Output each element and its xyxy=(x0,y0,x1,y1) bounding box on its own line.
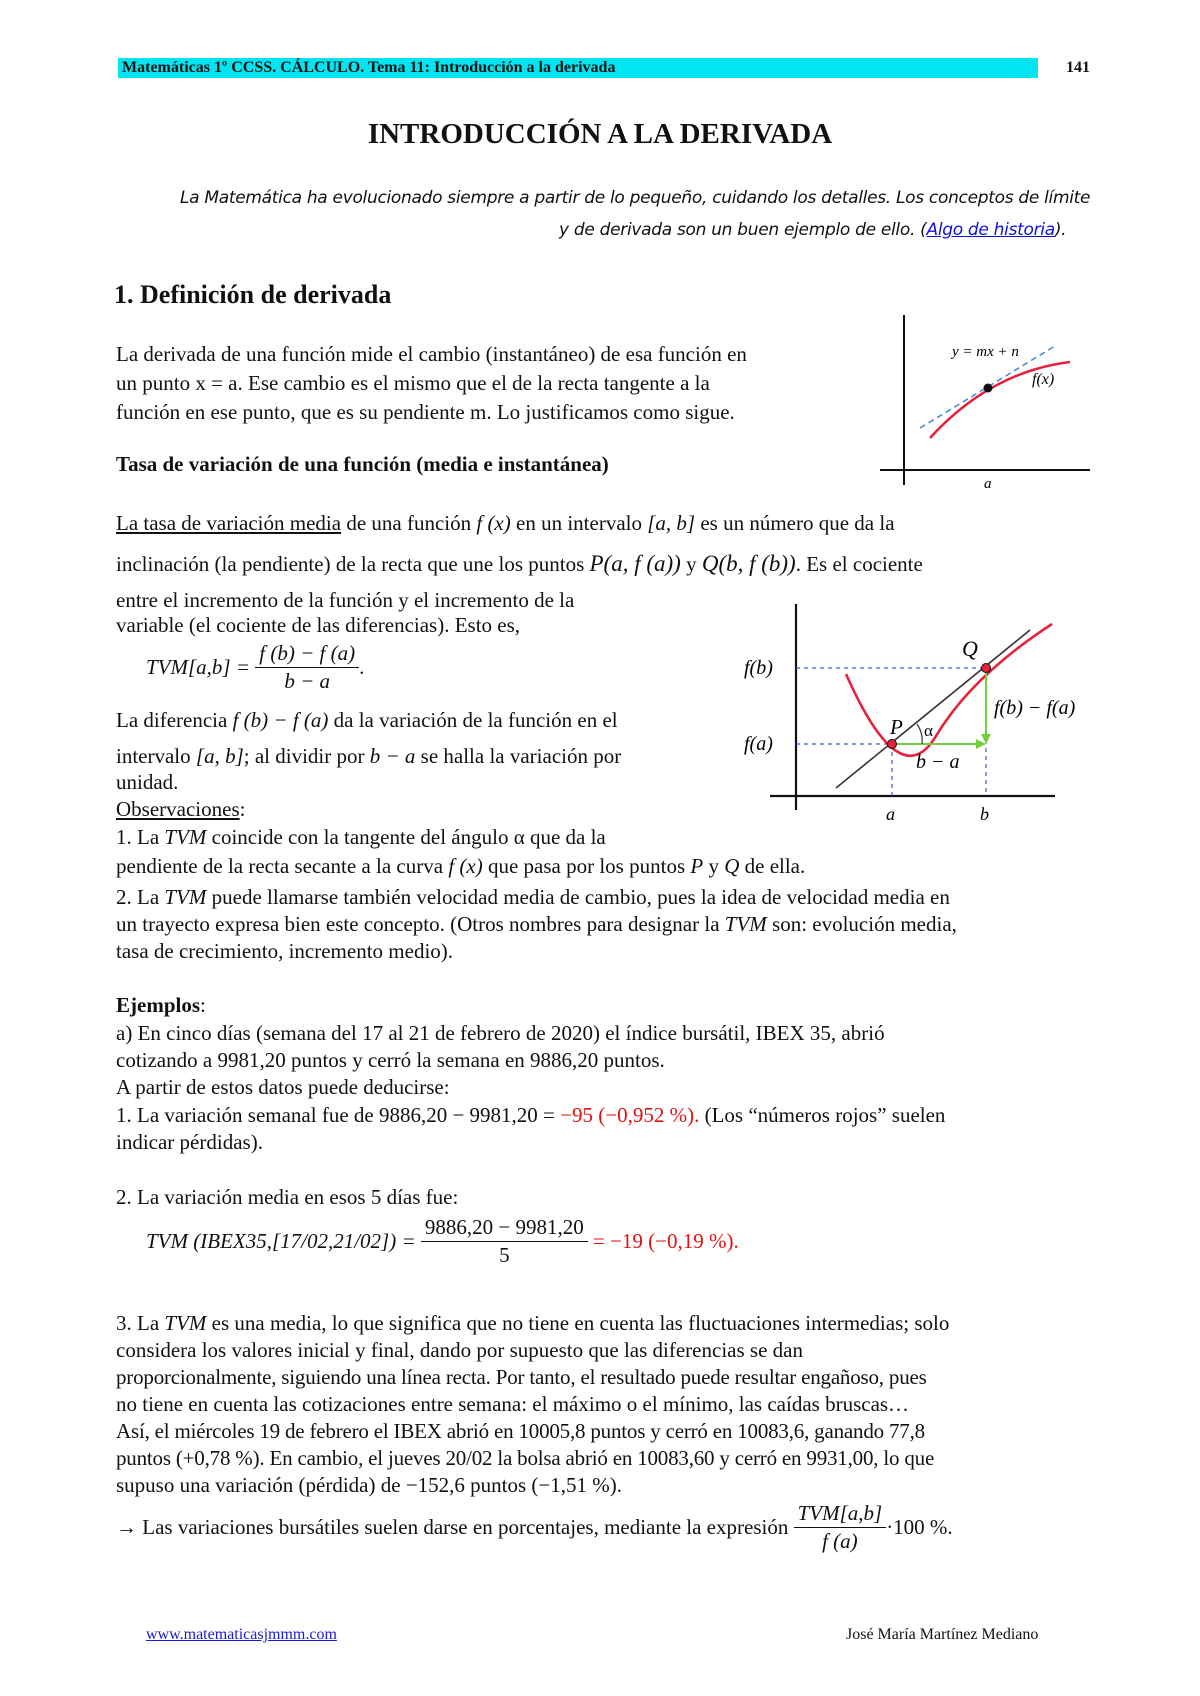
fig2-point-p xyxy=(888,740,897,749)
b-minus-a: b − a xyxy=(369,744,416,768)
text: (Los “números rojos” suelen xyxy=(699,1103,946,1127)
text: y xyxy=(680,552,702,576)
fig2-fa-label: f(a) xyxy=(744,733,773,755)
fig2-curve xyxy=(846,624,1052,756)
fraction-denominator: f (a) xyxy=(822,1529,858,1553)
author-name: José María Martínez Mediano xyxy=(846,1626,1039,1643)
definition-line-3: función en ese punto, que es su pendiente m. Lo justificamos como sigue. xyxy=(116,400,735,424)
subsection-heading: Tasa de variación de una función (media e instantánea) xyxy=(116,452,609,476)
fig2-a-label: a xyxy=(886,804,895,824)
tvm-word: TVM xyxy=(164,825,207,849)
formula-denominator: 5 xyxy=(499,1243,510,1267)
tvm-word: TVM xyxy=(164,1311,207,1335)
observation-1-line-2 xyxy=(116,853,805,880)
tvm-line-4: variable (el cociente de las diferencias). Esto es, xyxy=(116,613,521,637)
fx: f (x) xyxy=(448,854,483,878)
fig2-fb-label: f(b) xyxy=(744,657,773,679)
fig2-b-label: b xyxy=(980,804,989,824)
fig2-diff-label: f(b) − f(a) xyxy=(994,697,1076,719)
fig1-curve-label: f(x) xyxy=(1032,371,1055,388)
page-number: 141 xyxy=(1066,59,1090,76)
formula-fraction xyxy=(255,640,359,695)
difference-expr: f (b) − f (a) xyxy=(232,708,329,732)
fig1-point xyxy=(984,384,993,393)
text: : xyxy=(239,797,246,821)
observations-title xyxy=(116,796,245,823)
text: se halla la variación por xyxy=(415,744,622,768)
formula-numerator: 9886,20 − 9981,20 xyxy=(421,1214,588,1242)
text: 3. La xyxy=(116,1311,165,1335)
example-a-line-2: cotizando a 9981,20 puntos y cerró la semana en 9886,20 puntos. xyxy=(116,1048,665,1072)
example-a-line-3: A partir de estos datos puede deducirse: xyxy=(116,1075,450,1099)
section-heading: 1. Definición de derivada xyxy=(114,280,392,309)
definition-line-1: La derivada de una función mide el cambio (instantáneo) de esa función en xyxy=(116,342,747,366)
tvm-line-6 xyxy=(116,743,621,770)
example-1-line-2: indicar pérdidas). xyxy=(116,1130,263,1154)
history-link[interactable]: Algo de historia xyxy=(926,220,1055,240)
example-3-line-3: proporcionalmente, siguiendo una línea recta. Por tanto, el resultado puede resultar engañoso, pues xyxy=(116,1365,927,1389)
text: son: evolución media, xyxy=(766,912,957,936)
tvm-line-5 xyxy=(116,707,618,734)
observation-2-line-3: tasa de crecimiento, incremento medio). xyxy=(116,939,454,963)
page-title: INTRODUCCIÓN A LA DERIVADA xyxy=(367,118,833,150)
text: y xyxy=(703,854,725,878)
intro-quote-line2 xyxy=(559,220,1066,240)
formula-numerator: f (b) − f (a) xyxy=(255,640,359,668)
text: inclinación (la pendiente) de la recta que une los puntos xyxy=(116,552,590,576)
fig2-angle-arc xyxy=(917,724,922,744)
tangent-line-figure xyxy=(880,310,1100,490)
text: 1. La xyxy=(116,825,165,849)
tvm-line-3: entre el incremento de la función y el incremento de la xyxy=(116,588,575,612)
intro-quote-end: ). xyxy=(1054,220,1067,240)
text: La diferencia xyxy=(116,708,233,732)
example-3-line-4: no tiene en cuenta las cotizaciones entre semana: el máximo o el mínimo, las caídas bruscas… xyxy=(116,1392,910,1416)
observations-label: Observaciones xyxy=(116,797,240,821)
running-title: Matemáticas 1º CCSS. CÁLCULO. Tema 11: Introducción a la derivada xyxy=(122,59,616,76)
example-3-line-5: Así, el miércoles 19 de febrero el IBEX abrió en 10005,8 puntos y cerró en 10083,6, ganando 77,8 xyxy=(116,1419,925,1443)
text: de una función xyxy=(341,511,477,535)
text: ·100 %. xyxy=(886,1515,953,1539)
text: que pasa por los puntos xyxy=(482,854,691,878)
example-2-line: 2. La variación media en esos 5 días fue: xyxy=(116,1185,459,1209)
example-2-formula xyxy=(146,1214,739,1269)
point-q: Q(b, f (b)) xyxy=(701,551,796,576)
text: → Las variaciones bursátiles suelen darse en porcentajes, mediante la expresión xyxy=(116,1515,789,1539)
formula-lhs: TVM[a,b] = xyxy=(146,655,251,679)
example-1-line-1 xyxy=(116,1102,945,1129)
formula-denominator: b − a xyxy=(284,669,330,693)
observation-2-line-2 xyxy=(116,911,957,938)
example-3-line-7: supuso una variación (pérdida) de −152,6 puntos (−1,51 %). xyxy=(116,1473,622,1497)
website-link[interactable]: www.matematicasjmmm.com xyxy=(146,1626,337,1643)
tvm-formula xyxy=(146,640,364,695)
text: es una media, lo que significa que no tiene en cuenta las fluctuaciones intermedias; solo xyxy=(206,1311,950,1335)
text: pendiente de la recta secante a la curva xyxy=(116,854,449,878)
text: ; al dividir por xyxy=(243,744,370,768)
point-p: P(a, f (a)) xyxy=(589,551,681,576)
text: 1. La variación semanal fue de 9886,20 − 9981,20 = xyxy=(116,1103,561,1127)
fraction-numerator: TVM[a,b] xyxy=(794,1500,887,1528)
text: un trayecto expresa bien este concepto. (Otros nombres para designar la xyxy=(116,912,725,936)
interval: [a, b] xyxy=(195,744,244,768)
text: da la variación de la función en el xyxy=(328,708,618,732)
observation-2-line-1 xyxy=(116,884,950,911)
formula-end: . xyxy=(359,655,365,679)
example-3-line-2: considera los valores inicial y final, dando por supuesto que las diferencias se dan xyxy=(116,1338,803,1362)
fig2-alpha-label: α xyxy=(924,721,933,740)
formula-lhs: TVM (IBEX35,[17/02,21/02]) = xyxy=(146,1229,416,1253)
percentage-expression-line xyxy=(116,1500,953,1555)
formula-fraction xyxy=(421,1214,588,1269)
red-value: = −19 (−0,19 %). xyxy=(593,1229,739,1253)
fig2-q-label: Q xyxy=(962,636,978,661)
text: : xyxy=(200,993,206,1017)
point-p: P xyxy=(690,854,704,878)
tvm-line-1 xyxy=(116,510,895,537)
tvm-term: La tasa de variación media xyxy=(116,511,342,535)
observation-1-line-1 xyxy=(116,824,606,851)
examples-title xyxy=(116,992,206,1019)
point-q: Q xyxy=(724,854,740,878)
fx: f (x) xyxy=(476,511,511,535)
text: en un intervalo xyxy=(510,511,648,535)
interval: [a, b] xyxy=(647,511,696,535)
text: . Es el cociente xyxy=(795,552,923,576)
percentage-fraction xyxy=(794,1500,887,1555)
secant-line-figure xyxy=(740,596,1110,832)
intro-quote-text: y de derivada son un buen ejemplo de ello. ( xyxy=(559,220,927,240)
definition-line-2: un punto x = a. Ese cambio es el mismo que el de la recta tangente a la xyxy=(116,371,710,395)
red-value: −95 (−0,952 %). xyxy=(560,1103,700,1127)
examples-label: Ejemplos xyxy=(116,993,200,1017)
text: intervalo xyxy=(116,744,196,768)
text: puede llamarse también velocidad media de cambio, pues la idea de velocidad media en xyxy=(206,885,950,909)
example-3-line-1 xyxy=(116,1310,949,1337)
fig2-bma-label: b − a xyxy=(916,751,960,773)
text: coincide con la tangente del ángulo α que da la xyxy=(206,825,606,849)
tvm-word: TVM xyxy=(724,912,767,936)
text: de ella. xyxy=(739,854,806,878)
fig2-point-q xyxy=(982,664,991,673)
intro-quote-line1: La Matemática ha evolucionado siempre a partir de lo pequeño, cuidando los detalles. Los conceptos de límite xyxy=(180,188,1091,208)
fig1-x-label: a xyxy=(984,476,992,490)
fig1-line-label: y = mx + n xyxy=(952,344,1019,360)
tvm-line-2 xyxy=(116,550,923,578)
text: es un número que da la xyxy=(695,511,895,535)
tvm-line-7: unidad. xyxy=(116,770,179,794)
tvm-word: TVM xyxy=(164,885,207,909)
example-3-line-6: puntos (+0,78 %). En cambio, el jueves 20/02 la bolsa abrió en 10083,60 y cerró en 9931,00, lo que xyxy=(116,1446,935,1470)
fig2-p-label: P xyxy=(890,715,903,739)
example-a-line-1: a) En cinco días (semana del 17 al 21 de febrero de 2020) el índice bursátil, IBEX 35, abrió xyxy=(116,1021,885,1045)
text: 2. La xyxy=(116,885,165,909)
